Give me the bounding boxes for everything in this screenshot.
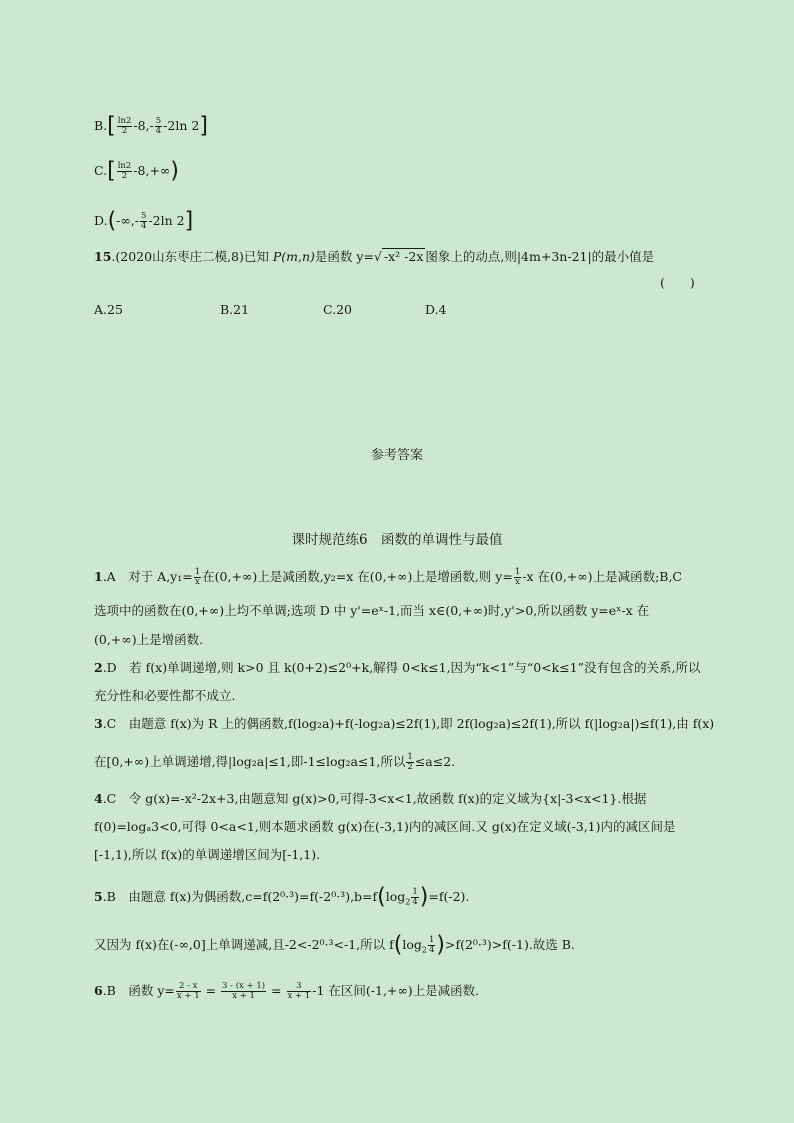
right-paren: ): [419, 884, 429, 910]
choice-b: B.21: [220, 302, 250, 317]
fraction: $\frac{\ln 2}{2}$: [117, 161, 132, 181]
question-number: 15: [94, 249, 112, 264]
answer-number: 2: [94, 660, 103, 675]
fraction: $\frac{2 - x}{x + 1}$: [176, 981, 200, 1001]
answer-paren: ( ): [660, 275, 695, 290]
choice-d: D.4: [425, 302, 447, 317]
answer-2-line-1: 2.D 若 f(x)单调递增,则 k>0 且 k(0+2)≤2⁰+k,解得 0<k≤1,因为“k<1”与“0<k≤1”没有包含的关系,所以: [94, 660, 701, 675]
answer-number: 5: [94, 889, 103, 904]
option-d-label: D.: [94, 213, 108, 228]
answer-number: 4: [94, 791, 103, 806]
answer-3-line-1: 3.C 由题意 f(x)为 R 上的偶函数,f(log₂a)+f(-log₂a)≤2f(1),即 2f(log₂a)≤2f(1),所以 f(|log₂a|)≤f(1),由 f(x): [94, 716, 715, 731]
fraction: $\frac{1}{2}$: [407, 752, 413, 772]
sqrt-symbol: √: [373, 249, 382, 264]
section-title: 课时规范练6 函数的单调性与最值: [291, 532, 503, 548]
answer-number: 6: [94, 983, 103, 998]
answer-2-line-2: 充分性和必要性都不成立.: [94, 688, 236, 703]
answer-4-line-3: [-1,1),所以 f(x)的单调递增区间为[-1,1).: [94, 847, 321, 862]
fraction: $\frac{\ln 2}{2}$: [117, 116, 132, 136]
answer-1-line-1: 1.A 对于 A,y₁= $\frac{1}{x}$ 在(0,+∞)上是减函数,y₂=x 在(0,+∞)上是增函数,则 y= $\frac{1}{x}$ -x 在(0,+∞)上是减函数;B,C: [94, 567, 682, 587]
fraction: $\frac{5}{4}$: [155, 116, 162, 136]
option-c: C.[ $\frac{\ln 2}{2}$ -8,+∞): [94, 158, 179, 184]
fraction: $\frac{1}{4}$: [412, 887, 418, 907]
answer-6-line-1: 6.B 函数 y= $\frac{2 - x}{x + 1}$ = $\frac{3 - (x + 1)}{x + 1}$ = $\frac{3}{x + 1}$ -1 在区间(-1,+∞)上是减函数.: [94, 981, 480, 1001]
left-paren: (: [377, 884, 386, 910]
left-bracket: [: [107, 113, 116, 139]
choice-a: A.25: [94, 302, 123, 317]
right-bracket: ]: [199, 113, 208, 139]
fraction: $\frac{1}{x}$: [514, 567, 521, 587]
right-paren: ): [170, 158, 179, 184]
choice-c: C.20: [323, 302, 352, 317]
right-paren: ): [436, 932, 445, 958]
radicand: -x² -2x: [383, 249, 424, 264]
answers-heading: 参考答案: [370, 448, 423, 463]
question-15: 15.(2020山东枣庄二模,8)已知 P(m,n)是函数 y=√ -x² -2x 图象上的动点,则|4m+3n-21|的最小值是: [94, 249, 655, 264]
answer-number: 3: [94, 716, 103, 731]
left-bracket: [: [107, 158, 116, 184]
answer-4-line-2: f(0)=logₐ3<0,可得 0<a<1,则本题求函数 g(x)在(-3,1)内的减区间.又 g(x)在定义域(-3,1)内的减区间是: [94, 819, 676, 834]
fraction: $\frac{1}{x}$: [194, 567, 201, 587]
option-b-label: B.: [94, 118, 108, 133]
answer-5-line-2: 又因为 f(x)在(-∞,0]上单调递减,且-2<-2⁰·³<-1,所以 $f(\log_2$ $\frac{1}{4}$ )>f(2⁰·³)>f(-1).故选 B.: [94, 932, 575, 958]
answer-number: 1: [94, 569, 103, 584]
fraction: $\frac{5}{4}$: [141, 211, 147, 231]
left-paren: (: [107, 208, 117, 234]
fraction: $\frac{3 - (x + 1)}{x + 1}$: [222, 981, 266, 1001]
fraction: $\frac{1}{4}$: [428, 935, 435, 955]
option-d: D.(-∞,- $\frac{5}{4}$ -2ln 2]: [94, 208, 194, 234]
option-b: B.[ $\frac{\ln 2}{2}$ -8,- $\frac{5}{4}$ -2ln 2]: [94, 113, 208, 139]
answer-1-line-3: (0,+∞)上是增函数.: [94, 632, 204, 647]
right-bracket: ]: [184, 208, 194, 234]
answer-4-line-1: 4.C 令 g(x)=-x²-2x+3,由题意知 g(x)>0,可得-3<x<1,故函数 f(x)的定义域为{x|-3<x<1}.根据: [94, 791, 647, 806]
answer-1-line-2: 选项中的函数在(0,+∞)上均不单调;选项 D 中 y'=eˣ-1,而当 x∈(0,+∞)时,y'>0,所以函数 y=eˣ-x 在: [94, 603, 650, 618]
answer-3-line-2: 在[0,+∞)上单调递增,得|log₂a|≤1,即-1≤log₂a≤1,所以 $\frac{1}{2}$ ≤a≤2.: [94, 752, 456, 772]
left-paren: (: [393, 932, 403, 958]
fraction: $\frac{3}{x + 1}$: [287, 981, 311, 1001]
answer-5-line-1: 5.B 由题意 f(x)为偶函数$,c=f(2^0\cdot^3)=f(-2^0\cdot^3),b=f(\log_2$ $\frac{1}{4}$ )=f(-2).: [94, 884, 470, 910]
option-c-label: C.: [94, 163, 108, 178]
